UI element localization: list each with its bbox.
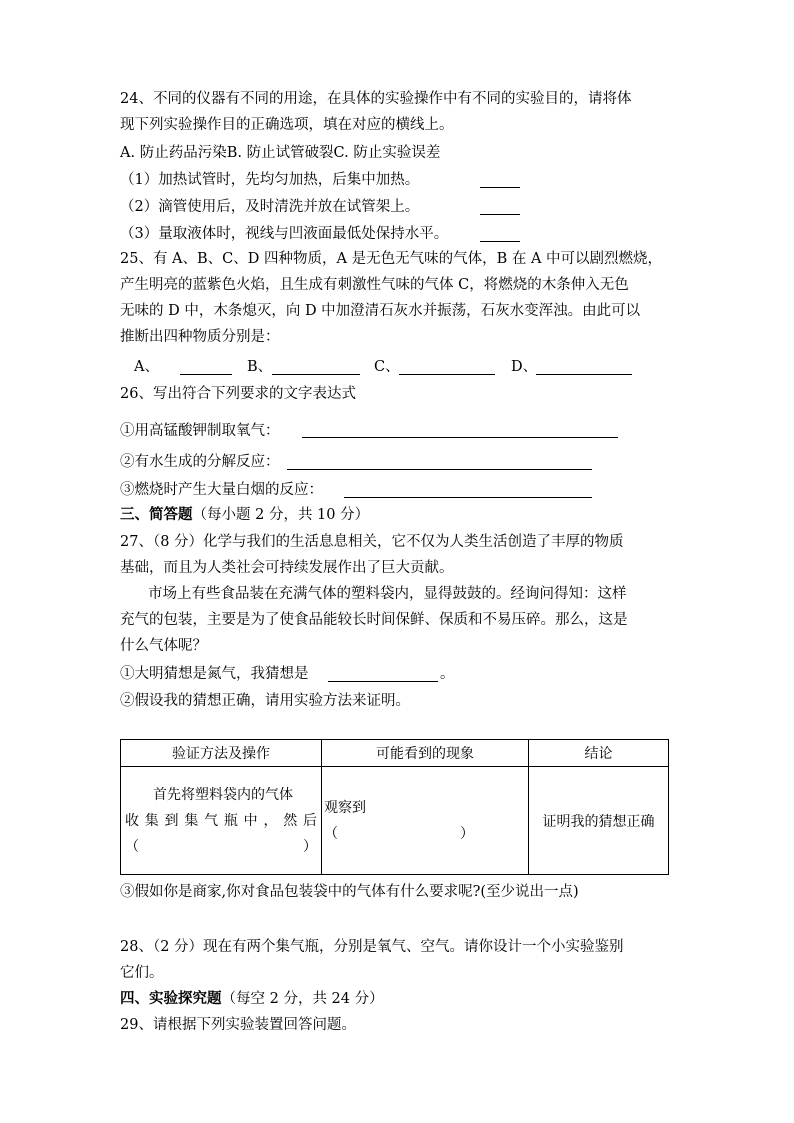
conclusion-cell: 证明我的猜想正确 xyxy=(529,767,669,875)
q25-label-b: B、 xyxy=(247,359,273,375)
q24-answer-blank-1[interactable] xyxy=(480,173,520,188)
q27-text-line2: 基础，而且为人类社会可持续发展作出了巨大贡献。 xyxy=(120,560,454,576)
observe-answer-parens[interactable] xyxy=(324,821,474,847)
section4-title: 四、实验探究题 xyxy=(120,990,222,1007)
q25-label-d: D、 xyxy=(511,359,538,375)
observe-label: 观察到 xyxy=(324,799,366,816)
q24-options: A. 防止药品污染B. 防止试管破裂C. 防止实验误差 xyxy=(120,145,441,161)
q24-text-line2: 现下列实验操作目的正确选项，填在对应的横线上。 xyxy=(120,117,454,133)
q27-prove: ②假设我的猜想正确，请用实验方法来证明。 xyxy=(120,693,410,709)
q26-item1: ①用高锰酸钾制取氧气： xyxy=(120,423,280,439)
observe-open-paren: （ xyxy=(324,825,338,842)
q24-item3 xyxy=(120,224,448,244)
q26-blank-3[interactable] xyxy=(344,483,592,498)
q27-guess-end: 。 xyxy=(440,666,455,682)
q28-text-line1: 28、（2 分）现在有两个集气瓶，分别是氧气、空气。请你设计一个小实验鉴别 xyxy=(120,939,624,955)
method-line1: 首先将塑料袋内的气体 xyxy=(153,786,293,803)
q24-item1-text: （1）加热试管时，先均匀加热，后集中加热。 xyxy=(120,172,420,188)
q25-blank-d[interactable] xyxy=(536,360,632,375)
q28-text-line2: 它们。 xyxy=(120,965,164,981)
q25-text-line4: 推断出四种物质分别是： xyxy=(120,329,280,345)
q27-text-line3: 市场上有些食品装在充满气体的塑料袋内，显得鼓鼓的。经询问得知：这样 xyxy=(148,586,627,602)
header-method: 验证方法及操作 xyxy=(121,740,322,767)
q25-answer-d xyxy=(511,357,537,377)
q25-blank-c[interactable] xyxy=(399,360,495,375)
method-open-paren: （ xyxy=(125,838,139,855)
header-observation: 可能看到的现象 xyxy=(322,740,529,767)
q24-text-line1: 24、不同的仪器有不同的用途，在具体的实验操作中有不同的实验目的，请将体 xyxy=(120,91,632,107)
method-line2: 收集到集气瓶中，然后 xyxy=(125,812,317,829)
q26-item2: ②有水生成的分解反应： xyxy=(120,454,280,470)
q26-item3: ③燃烧时产生大量白烟的反应： xyxy=(120,482,323,498)
q25-text-line2: 产生明亮的蓝紫色火焰，且生成有刺激性气味的气体 C，将燃烧的木条伸入无色 xyxy=(120,277,629,293)
q24-item1 xyxy=(120,170,419,190)
section3-note: （每小题 2 分，共 10 分） xyxy=(192,507,370,523)
experiment-table xyxy=(120,739,669,875)
q24-answer-blank-2[interactable] xyxy=(480,200,520,215)
q27-guess-blank[interactable] xyxy=(328,667,438,682)
q26-title: 26、写出符合下列要求的文字表达式 xyxy=(120,386,356,402)
q29-text-line1: 29、请根据下列实验装置回答问题。 xyxy=(120,1017,356,1033)
q25-answer-a xyxy=(134,357,159,377)
q24-item2 xyxy=(120,197,419,217)
q24-item3-text: （3）量取液体时，视线与凹液面最低处保持水平。 xyxy=(120,226,449,242)
q26-blank-2[interactable] xyxy=(287,455,592,470)
q25-answer-c xyxy=(374,357,400,377)
method-answer-parens[interactable] xyxy=(125,834,317,860)
section4-note: （每空 2 分，共 24 分） xyxy=(221,991,384,1007)
q24-item2-text: （2）滴管使用后，及时清洗并放在试管架上。 xyxy=(120,199,420,215)
q25-label-c: C、 xyxy=(374,359,400,375)
q27-question3: ③假如你是商家,你对食品包装袋中的气体有什么要求呢?(至少说出一点) xyxy=(120,884,579,900)
observe-close-paren: ） xyxy=(460,825,474,842)
q27-guess: ①大明猜想是氮气，我猜想是 xyxy=(120,666,309,682)
q25-label-a: A、 xyxy=(134,359,159,375)
observation-cell xyxy=(322,767,529,875)
q25-answer-b xyxy=(247,357,272,377)
q25-text-line3: 无味的 D 中，木条熄灭，向 D 中加澄清石灰水并振荡，石灰水变浑浊。由此可以 xyxy=(120,303,641,319)
method-cell xyxy=(121,767,322,875)
method-close-paren: ） xyxy=(303,838,317,855)
q25-blank-a[interactable] xyxy=(180,360,232,375)
q25-blank-b[interactable] xyxy=(272,360,360,375)
q27-text-line5: 什么气体呢？ xyxy=(120,638,207,654)
q24-answer-blank-3[interactable] xyxy=(480,227,520,242)
q25-text-line1: 25、有 A、B、C、D 四种物质，A 是无色无气味的气体，B 在 A 中可以剧烈燃烧， xyxy=(120,251,663,267)
q27-text-line4: 充气的包装，主要是为了使食品能较长时间保鲜、保质和不易压碎。那么，这是 xyxy=(120,612,628,628)
q26-blank-1[interactable] xyxy=(302,423,618,438)
section3-heading xyxy=(120,505,369,525)
section4-heading xyxy=(120,989,384,1009)
section3-title: 三、简答题 xyxy=(120,506,193,523)
q27-text-line1: 27、（8 分）化学与我们的生活息息相关，它不仅为人类生活创造了丰厚的物质 xyxy=(120,534,624,550)
header-conclusion: 结论 xyxy=(529,740,669,767)
